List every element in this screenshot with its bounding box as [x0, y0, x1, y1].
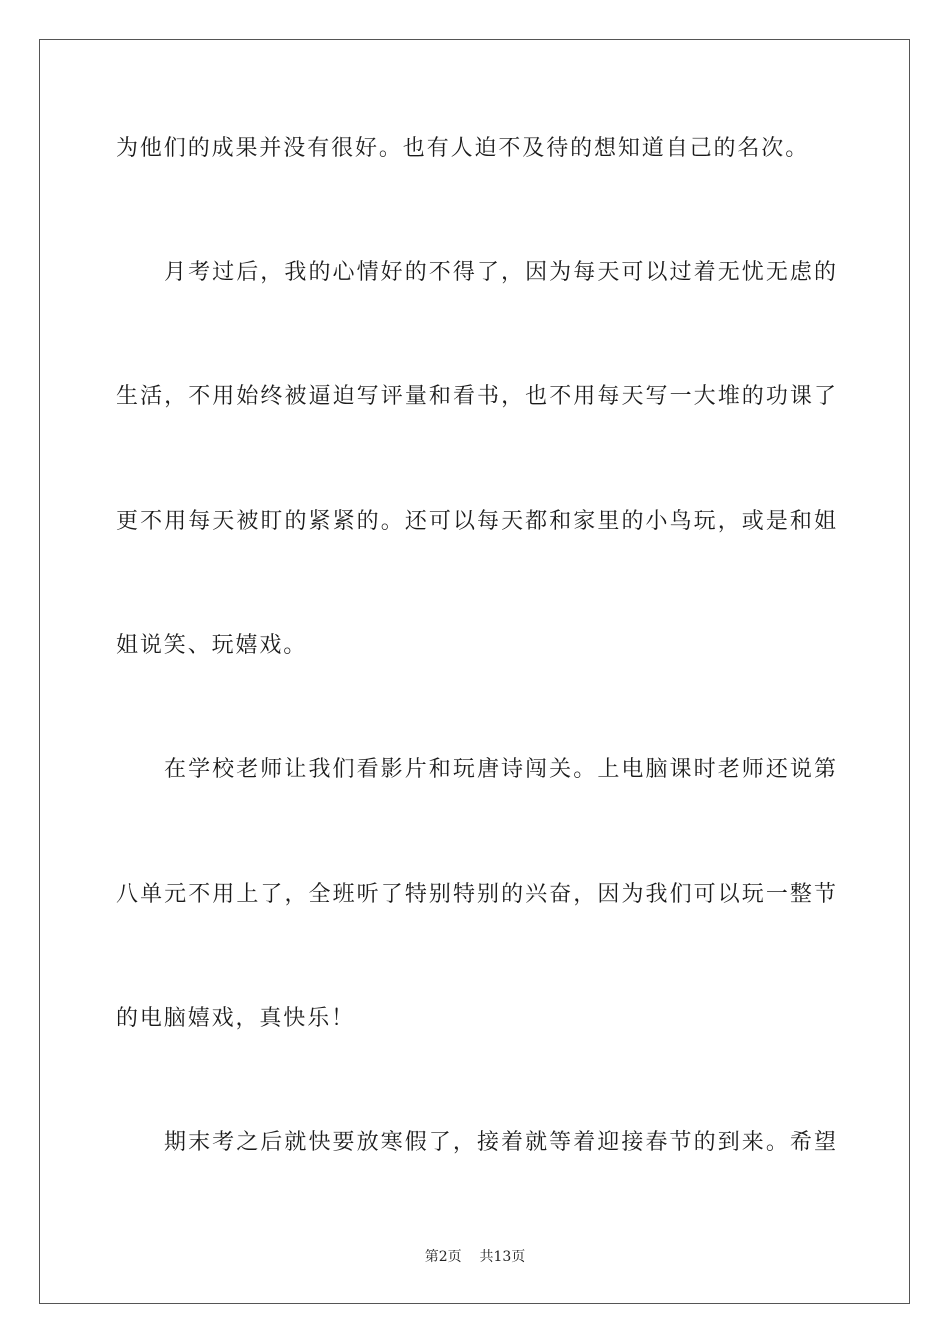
text-line-1: 为他们的成果并没有很好。也有人迫不及待的想知道自己的名次。 — [116, 136, 810, 161]
text-line-3: 生活，不用始终被逼迫写评量和看书，也不用每天写一大堆的功课了 — [116, 384, 836, 409]
text-line-8: 的电脑嬉戏，真快乐！ — [116, 1006, 356, 1031]
text-line-4: 更不用每天被盯的紧紧的。还可以每天都和家里的小鸟玩，或是和姐 — [116, 509, 836, 534]
text-line-6: 在学校老师让我们看影片和玩唐诗闯关。上电脑课时老师还说第 — [164, 757, 836, 782]
text-line-2: 月考过后，我的心情好的不得了，因为每天可以过着无忧无虑的 — [164, 260, 836, 285]
text-line-9: 期末考之后就快要放寒假了，接着就等着迎接春节的到来。希望 — [164, 1130, 836, 1155]
page-total: 共13页 — [479, 1249, 526, 1265]
page-footer — [0, 1247, 950, 1267]
page-border — [39, 39, 910, 1304]
text-line-5: 姐说笑、玩嬉戏。 — [116, 633, 308, 658]
page-number: 第2页 — [424, 1249, 462, 1265]
text-line-7: 八单元不用上了，全班听了特别特别的兴奋，因为我们可以玩一整节 — [116, 882, 836, 907]
